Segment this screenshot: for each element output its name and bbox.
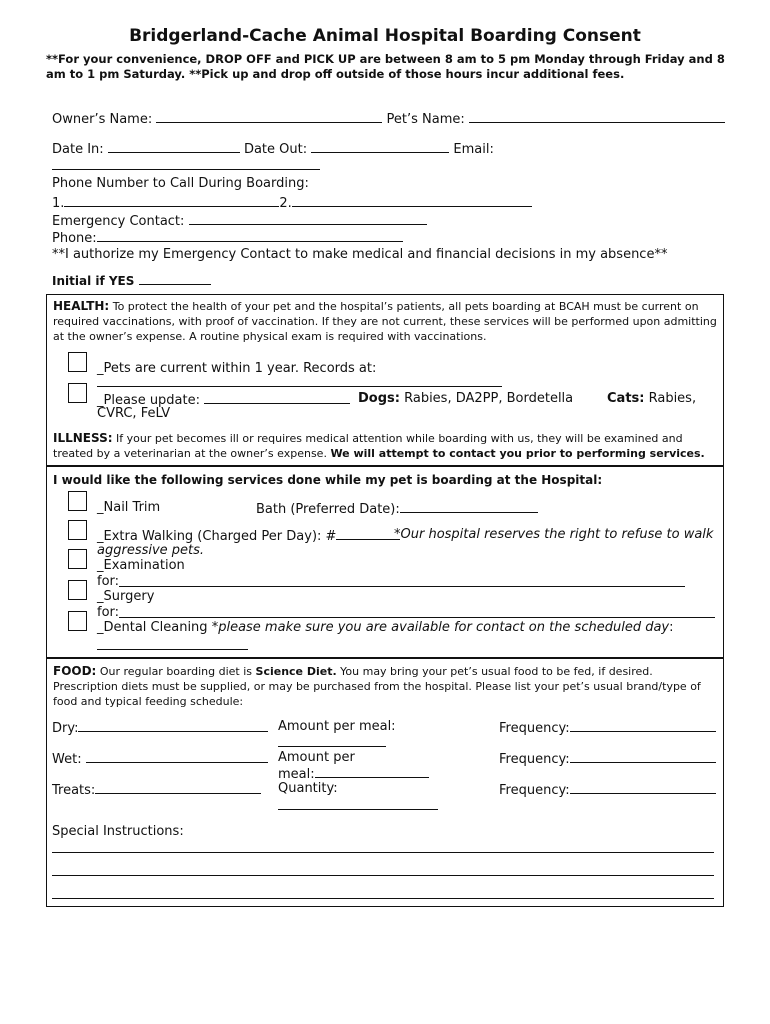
- date-out-field[interactable]: [311, 140, 449, 153]
- nail-trim-checkbox[interactable]: [68, 491, 87, 511]
- treats-field[interactable]: [95, 781, 261, 794]
- dental-date-field[interactable]: [97, 649, 248, 650]
- nail-trim-label: _Nail Trim: [97, 500, 161, 515]
- initial-row: [52, 272, 211, 288]
- examination-label: _Examination: [97, 558, 185, 573]
- food-paragraph: [53, 664, 721, 709]
- health-paragraph: [53, 299, 721, 344]
- bath-date-field[interactable]: [400, 500, 538, 513]
- owners-name-label: Owner’s Name:: [52, 112, 153, 127]
- surgery-for-label: for:: [97, 605, 120, 620]
- email-field[interactable]: [52, 169, 320, 170]
- dry-frequency-row: [499, 719, 716, 736]
- date-out-label: Date Out:: [243, 142, 308, 157]
- food-text-b: You may bring your pet’s usual food to be fed, if desired. Prescription diets must be supplied, or may be purchased from the hospital. Please list your pet’s usual brand/type of food and typical feeding schedule:: [53, 665, 701, 708]
- illness-text: If your pet becomes ill or requires medical attention while boarding with us, they will be examined and treated by a veterinarian at the owner’s expense.: [53, 432, 683, 460]
- special-instructions-line-1[interactable]: [52, 852, 714, 853]
- dry-frequency-label: Frequency:: [499, 721, 570, 736]
- treats-quantity-label: Quantity:: [278, 781, 338, 796]
- emergency-contact-label: Emergency Contact:: [52, 214, 185, 229]
- examination-checkbox[interactable]: [68, 549, 87, 569]
- initial-field[interactable]: [139, 272, 211, 285]
- owners-name-field[interactable]: [156, 110, 382, 123]
- dry-label: Dry:: [52, 721, 79, 736]
- dry-amount-label: Amount per meal:: [278, 719, 396, 734]
- emergency-contact-row: [52, 212, 427, 229]
- bath-label: Bath (Preferred Date):: [256, 502, 400, 517]
- illness-paragraph: [53, 431, 721, 461]
- phone-2-label: 2.: [279, 196, 292, 211]
- food-brand: Science Diet.: [255, 665, 337, 678]
- dental-cleaning-row: [97, 620, 674, 635]
- authorize-statement: **I authorize my Emergency Contact to make medical and financial decisions in my absence**: [52, 247, 668, 262]
- wet-label: Wet:: [52, 752, 82, 767]
- treats-frequency-field[interactable]: [570, 781, 716, 794]
- treats-row: [52, 781, 261, 798]
- wet-amount-field[interactable]: [315, 765, 429, 778]
- cats-label: Cats:: [607, 391, 645, 406]
- emergency-phone-field[interactable]: [97, 229, 403, 242]
- reserve-note: *Our hospital reserves the right to refuse to walk: [394, 527, 714, 542]
- dogs-label: Dogs:: [358, 391, 400, 406]
- treats-quantity-field[interactable]: [278, 809, 438, 810]
- phone-numbers-row: [52, 194, 532, 211]
- email-label: Email:: [453, 142, 494, 157]
- dental-note: *please make sure you are available for contact on the scheduled day: [211, 620, 670, 635]
- dental-colon: :: [669, 620, 674, 635]
- dry-frequency-field[interactable]: [570, 719, 716, 732]
- food-text-a: Our regular boarding diet is: [99, 665, 253, 678]
- records-at-field[interactable]: [97, 386, 502, 387]
- wet-meal-row: [278, 765, 429, 782]
- illness-heading: ILLNESS:: [53, 431, 113, 445]
- treats-frequency-row: [499, 781, 716, 798]
- emergency-phone-row: [52, 229, 403, 246]
- hours-notice: **For your convenience, DROP OFF and PICK UP are between 8 am to 5 pm Monday through Friday and 8 am to 1 pm Saturday. **Pick up and drop off outside of those hours incur additional fees.: [46, 52, 725, 81]
- wet-amount-label: Amount per: [278, 750, 355, 765]
- examination-for-label: for:: [97, 574, 120, 589]
- dental-cleaning-label: _Dental Cleaning: [97, 620, 208, 635]
- dogs-vaccines: [358, 391, 573, 406]
- wet-frequency-label: Frequency:: [499, 752, 570, 767]
- dry-amount-field[interactable]: [278, 746, 386, 747]
- examination-for-field[interactable]: [119, 586, 685, 587]
- dogs-values: Rabies, DA2PP, Bordetella: [404, 391, 574, 406]
- surgery-for-field[interactable]: [119, 617, 715, 618]
- special-instructions-line-3[interactable]: [52, 898, 714, 899]
- cats-vaccines: [607, 391, 696, 406]
- date-in-label: Date In:: [52, 142, 104, 157]
- extra-walking-row: [97, 527, 400, 544]
- wet-row: [52, 750, 268, 767]
- cats-values: Rabies,: [648, 391, 697, 406]
- reserve-note-continued: aggressive pets.: [97, 543, 205, 558]
- pets-current-checkbox[interactable]: [68, 352, 87, 372]
- phone-1-field[interactable]: [64, 194, 279, 207]
- emergency-contact-field[interactable]: [189, 212, 427, 225]
- surgery-label: _Surgery: [97, 589, 155, 604]
- wet-meal-label: meal:: [278, 767, 315, 782]
- owners-name-row: [52, 110, 725, 127]
- form-title: Bridgerland-Cache Animal Hospital Boarding Consent: [129, 26, 641, 46]
- phone-1-label: 1.: [52, 196, 65, 211]
- pets-name-field[interactable]: [469, 110, 725, 123]
- health-text: To protect the health of your pet and the hospital’s patients, all pets boarding at BCAH must be current on required vaccinations, with proof of vaccination. If they are not current, these services will be performed upon admitting at the owner’s expense. A routine physical exam is required with vaccinations.: [53, 300, 717, 343]
- pets-name-label: Pet’s Name:: [386, 112, 465, 127]
- illness-bold-text: We will attempt to contact you prior to performing services.: [330, 447, 705, 460]
- dry-row: [52, 719, 268, 736]
- dental-cleaning-checkbox[interactable]: [68, 611, 87, 631]
- health-heading: HEALTH:: [53, 299, 110, 313]
- initial-label: Initial if YES: [52, 274, 135, 288]
- please-update-checkbox[interactable]: [68, 383, 87, 403]
- extra-walking-checkbox[interactable]: [68, 520, 87, 540]
- bath-row: [256, 500, 538, 517]
- wet-field[interactable]: [86, 750, 268, 763]
- wet-frequency-field[interactable]: [570, 750, 716, 763]
- dates-row: [52, 140, 494, 157]
- special-instructions-label: Special Instructions:: [52, 824, 184, 839]
- surgery-checkbox[interactable]: [68, 580, 87, 600]
- extra-walking-label: _Extra Walking (Charged Per Day): #: [97, 529, 337, 544]
- phone-during-label: Phone Number to Call During Boarding:: [52, 176, 309, 191]
- treats-frequency-label: Frequency:: [499, 783, 570, 798]
- emergency-phone-label: Phone:: [52, 231, 97, 246]
- pets-current-label: _Pets are current within 1 year. Records at:: [97, 361, 377, 376]
- special-instructions-line-2[interactable]: [52, 875, 714, 876]
- treats-label: Treats:: [52, 783, 96, 798]
- wet-frequency-row: [499, 750, 716, 767]
- cats-values-continued: CVRC, FeLV: [97, 406, 171, 421]
- date-in-field[interactable]: [108, 140, 240, 153]
- dry-field[interactable]: [78, 719, 268, 732]
- please-update-field[interactable]: [204, 391, 350, 404]
- services-heading: I would like the following services done while my pet is boarding at the Hospital:: [53, 473, 603, 487]
- food-heading: FOOD:: [53, 664, 97, 678]
- please-update-label: _Please update:: [97, 393, 201, 408]
- extra-walking-days-field[interactable]: [336, 527, 400, 540]
- phone-2-field[interactable]: [292, 194, 532, 207]
